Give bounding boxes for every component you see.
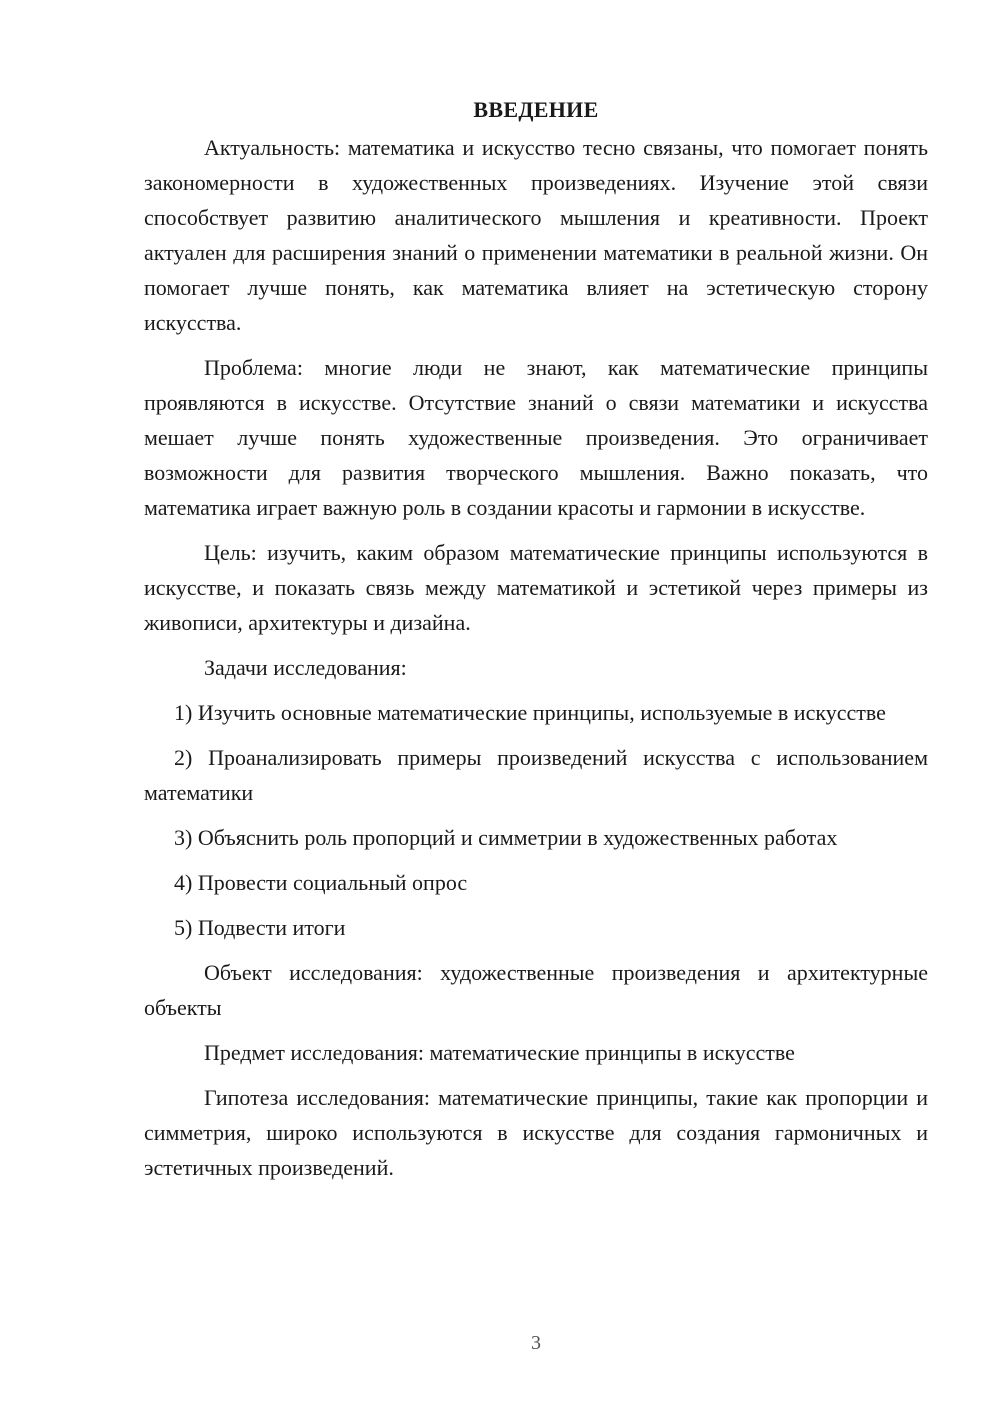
goal-paragraph: Цель: изучить, каким образом математические принципы используются в искусстве, и показать связь между математикой и эстетикой через примеры из живописи, архитектуры и дизайна. <box>144 540 928 635</box>
section-heading: ВВЕДЕНИЕ <box>473 97 599 122</box>
task-item-2: 2) Проанализировать примеры произведений искусства с использованием математики <box>144 745 928 805</box>
task-item-5: 5) Подвести итоги <box>174 915 346 940</box>
task-item-3: 3) Объяснить роль пропорций и симметрии в художественных работах <box>174 825 838 850</box>
tasks-title: Задачи исследования: <box>204 655 407 680</box>
problem-paragraph: Проблема: многие люди не знают, как математические принципы проявляются в искусстве. Отсутствие знаний о связи математики и искусства мешает лучше понять художественные произведения. Это ограничивает возможности для развития творческого мышления. Важно показать, что математика играет важную роль в создании красоты и гармонии в искусстве. <box>144 355 928 520</box>
document-body <box>144 92 928 1195</box>
relevance-paragraph: Актуальность: математика и искусство тесно связаны, что помогает понять закономерности в художественных произведениях. Изучение этой связи способствует развитию аналитического мышления и креативности. Проект актуален для расширения знаний о применении математики в реальной жизни. Он помогает лучше понять, как математика влияет на эстетическую сторону искусства. <box>144 135 928 335</box>
page-number: 3 <box>531 1332 541 1354</box>
object-paragraph: Объект исследования: художественные произведения и архитектурные объекты <box>144 960 928 1020</box>
subject-paragraph: Предмет исследования: математические принципы в искусстве <box>204 1040 795 1065</box>
task-item-1: 1) Изучить основные математические принципы, используемые в искусстве <box>174 700 886 725</box>
task-item-4: 4) Провести социальный опрос <box>174 870 468 895</box>
hypothesis-paragraph: Гипотеза исследования: математические принципы, такие как пропорции и симметрия, широко используются в искусстве для создания гармоничных и эстетичных произведений. <box>144 1085 928 1180</box>
